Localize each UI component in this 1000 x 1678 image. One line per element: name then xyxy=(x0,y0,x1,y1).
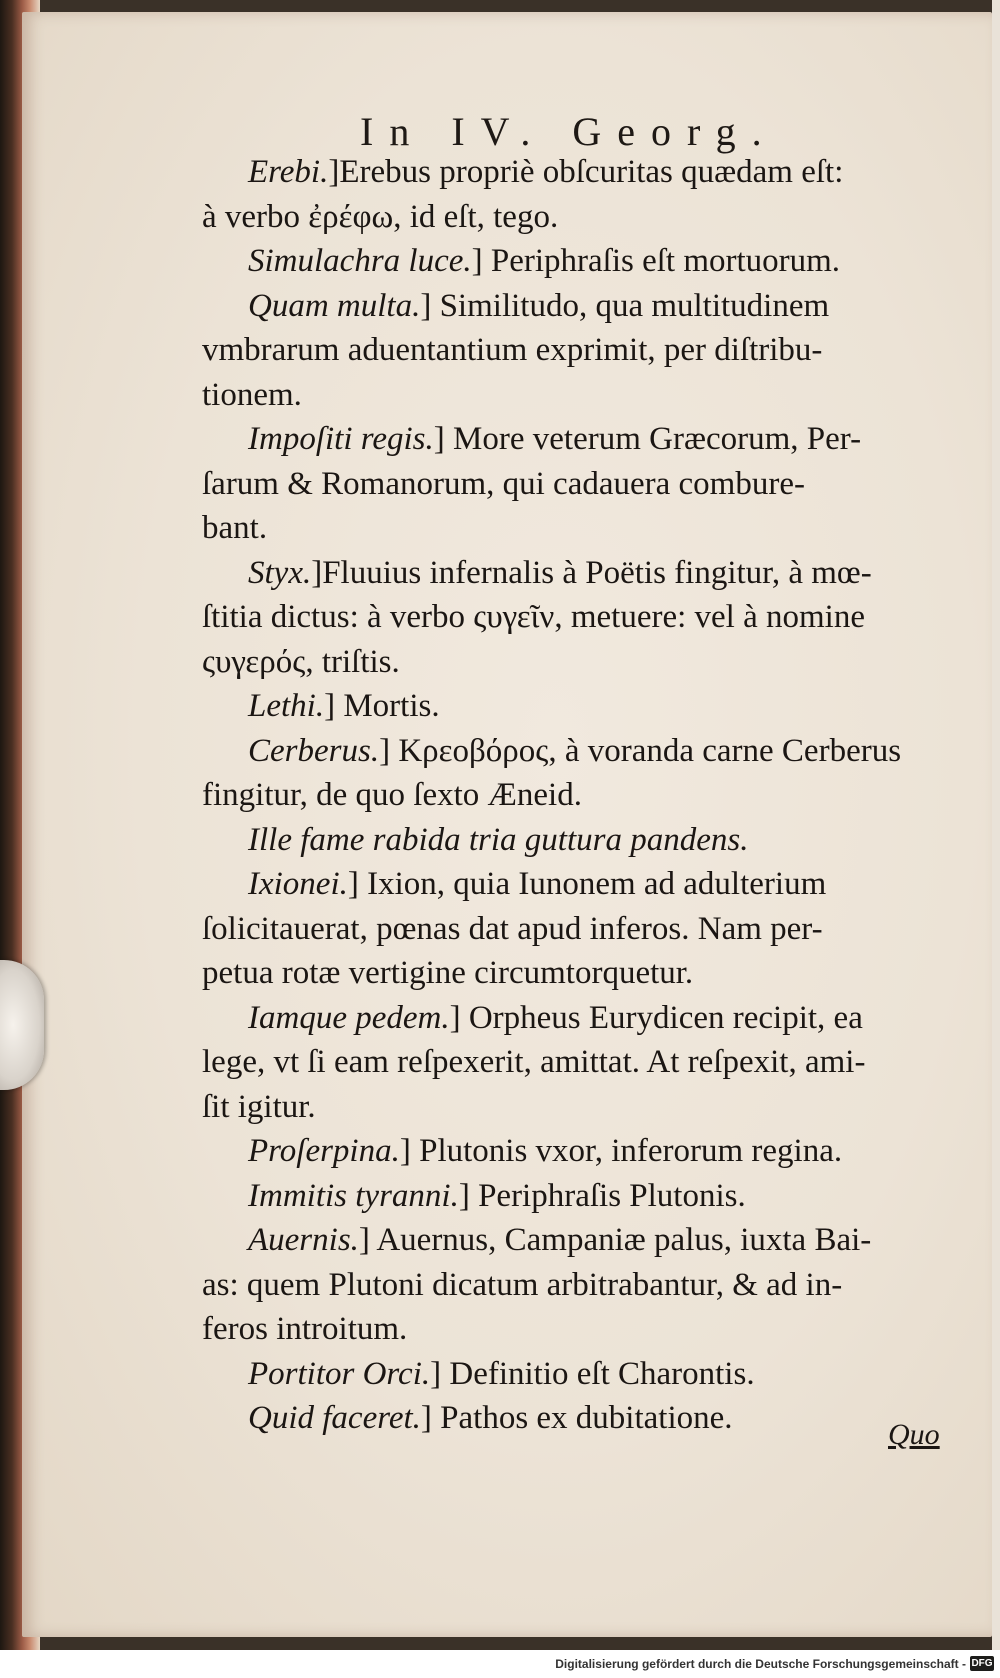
lemma: Impoſiti regis. xyxy=(248,421,434,457)
gloss-line: ]Erebus propriè obſcuritas quædam eſt: xyxy=(328,154,844,190)
lemma: Immitis tyranni. xyxy=(248,1177,459,1214)
gloss-line: tionem. xyxy=(202,376,302,413)
lemma: Ixionei. xyxy=(248,866,348,902)
entry-ixionei xyxy=(202,862,962,996)
gloss-line: lege, vt ſi eam reſpexerit, amittat. At reſpexit, ami- xyxy=(202,1044,866,1080)
gloss-line: ſarum & Romanorum, qui cadauera combure- xyxy=(202,465,805,502)
entry-impositi-regis xyxy=(202,417,962,551)
catchword: Quo xyxy=(888,1418,940,1451)
lemma: Simulachra luce. xyxy=(248,243,472,279)
gloss-line: ] Κρεοβόρος, à voranda carne Cerberus xyxy=(379,732,902,769)
gloss-line: ] Plutonis vxor, inferorum regina. xyxy=(399,1133,843,1169)
gloss-line: ] Orpheus Eurydicen recipit, ea xyxy=(449,999,863,1036)
lemma: Quid faceret. xyxy=(248,1400,421,1436)
gloss-line: vmbrarum aduentantium exprimit, per diſtribu- xyxy=(202,332,823,368)
entry-proserpina xyxy=(202,1129,962,1174)
gloss-line: ] Mortis. xyxy=(324,688,440,724)
entry-quid-faceret xyxy=(202,1396,962,1441)
gloss-line: ] Periphraſis eſt mortuorum. xyxy=(471,243,841,279)
gloss-line: feros introitum. xyxy=(202,1311,408,1347)
lemma: Quam multa. xyxy=(248,287,421,324)
entry-iamque-pedem xyxy=(202,996,962,1130)
gloss-line: ſit igitur. xyxy=(202,1088,316,1125)
gloss-line: ]Fluuius infernalis à Poëtis fingitur, à mœ- xyxy=(311,554,872,591)
entry-styx xyxy=(202,551,962,685)
gloss-line: ςυγερός, triſtis. xyxy=(202,643,400,680)
gloss-line: ] Similitudo, qua multitudinem xyxy=(420,287,830,324)
lemma: Cerberus. xyxy=(248,732,380,769)
gloss-line: ] Pathos ex dubitatione. xyxy=(420,1400,733,1436)
page-clip-icon xyxy=(0,960,44,1090)
commentary-text xyxy=(202,150,962,1441)
lemma: Portitor Orci. xyxy=(248,1355,431,1392)
quotation-line: Ille fame rabida tria guttura pandens. xyxy=(248,821,749,858)
gloss-line: petua rotæ vertigine circumtorquetur. xyxy=(202,955,694,991)
gloss-line: ] Ixion, quia Iunonem ad adulterium xyxy=(347,866,827,902)
entry-auernis xyxy=(202,1218,962,1352)
gloss-line: fingitur, de quo ſexto Æneid. xyxy=(202,777,582,813)
gloss-line: ] Definitio eſt Charontis. xyxy=(430,1355,755,1392)
gloss-line: bant. xyxy=(202,510,268,546)
lemma: Styx. xyxy=(248,554,312,591)
funding-credit: Digitalisierung gefördert durch die Deutsche Forschungsgemeinschaft - xyxy=(555,1657,966,1671)
entry-cerberus xyxy=(202,729,962,818)
entry-portitor-orci xyxy=(202,1352,962,1397)
lemma: Auernis. xyxy=(248,1222,359,1258)
gloss-line: ſolicitauerat, pœnas dat apud inferos. Nam per- xyxy=(202,910,823,947)
entry-simulachra xyxy=(202,239,962,284)
entry-lethi xyxy=(202,684,962,729)
gloss-line: ſtitia dictus: à verbo ςυγεῖν, metuere: vel à nomine xyxy=(202,599,865,635)
lemma: Erebi. xyxy=(248,154,329,190)
gloss-line: à verbo ἐρέφω, id eſt, tego. xyxy=(202,198,559,235)
entry-erebi xyxy=(202,150,962,239)
gloss-line: ] More veterum Græcorum, Per- xyxy=(433,421,862,457)
gloss-line: as: quem Plutoni dicatum arbitrabantur, & ad in- xyxy=(202,1266,843,1303)
lemma: Proſerpina. xyxy=(248,1133,400,1169)
gloss-line: ] Periphraſis Plutonis. xyxy=(458,1177,746,1214)
running-head: In IV. Georg. xyxy=(360,109,778,154)
entry-quotation xyxy=(202,818,962,863)
book-edge-right xyxy=(992,0,1000,1650)
gloss-line: ] Auernus, Campaniæ palus, iuxta Bai- xyxy=(358,1222,872,1258)
lemma: Iamque pedem. xyxy=(248,999,450,1036)
dfg-logo-icon: DFG xyxy=(971,1658,993,1669)
lemma: Lethi. xyxy=(248,688,325,724)
entry-quam-multa xyxy=(202,284,962,418)
entry-immitis-tyranni xyxy=(202,1174,962,1219)
